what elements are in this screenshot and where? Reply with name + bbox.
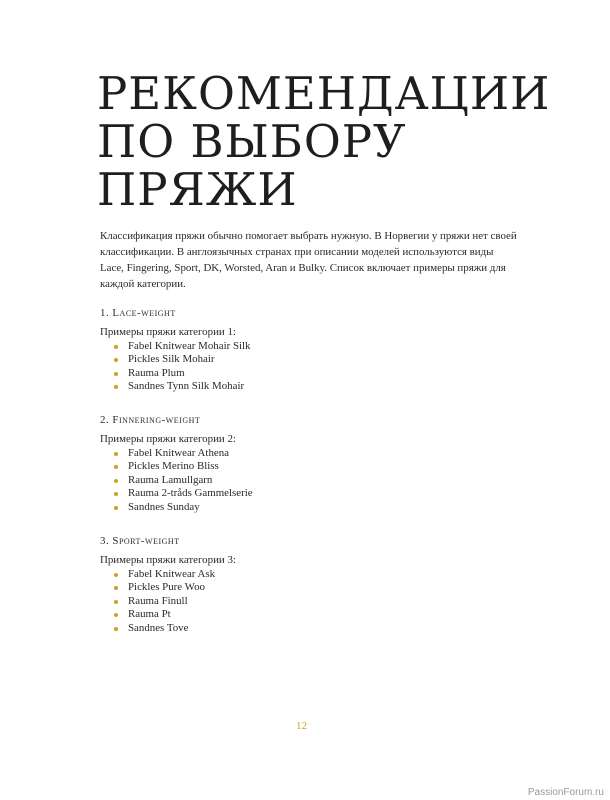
list-item: [114, 501, 520, 515]
list-item-label: Fabel Knitwear Ask: [128, 567, 216, 580]
list-item: [114, 340, 520, 354]
list-item: [114, 487, 520, 501]
list-item-label: Rauma 2-tråds Gammelserie: [128, 487, 253, 499]
bullet-icon: [114, 358, 118, 362]
bullet-icon: [114, 506, 118, 510]
section-sport-weight: [100, 534, 520, 635]
list-item: [114, 367, 520, 381]
section-fingering-weight: [100, 413, 520, 514]
section-heading: 2. Finnering-weight: [100, 414, 201, 426]
title-line-3: ПРЯЖИ: [97, 163, 298, 216]
bullet-icon: [114, 479, 118, 483]
list-item-label: Rauma Pt: [128, 608, 171, 620]
list-item-label: Rauma Plum: [128, 366, 185, 379]
list-item-label: Pickles Merino Bliss: [128, 460, 219, 472]
yarn-list: [114, 340, 520, 394]
list-item: [114, 353, 520, 367]
list-item-label: Rauma Lamullgarn: [128, 473, 213, 486]
bullet-icon: [114, 372, 118, 376]
section-heading: 1. Lace-weight: [100, 307, 176, 319]
list-item-label: Fabel Knitwear Mohair Silk: [128, 339, 251, 352]
section-heading: 3. Sport-weight: [100, 535, 180, 547]
list-item-label: Rauma Finull: [128, 594, 188, 607]
bullet-icon: [114, 465, 118, 469]
list-item-label: Sandnes Sunday: [128, 500, 200, 513]
title-line-1: РЕКОМЕНДАЦИИ: [97, 67, 551, 120]
bullet-icon: [114, 452, 118, 456]
intro-paragraph: Классификация пряжи обычно помогает выбрать нужную. В Норвегии у пряжи нет своей классификации. В англоязычных странах при описании моделей используются виды Lace, Fingering, Sport, DK, Worsted, Aran и Bulky. Список включает примеры пряжи для каждой категории.: [100, 230, 517, 290]
list-item-label: Sandnes Tove: [128, 621, 189, 634]
watermark: PassionForum.ru: [527, 787, 604, 798]
section-subheading: Примеры пряжи категории 3:: [100, 554, 236, 566]
section-subheading: Примеры пряжи категории 2:: [100, 433, 236, 445]
section-subheading: Примеры пряжи категории 1:: [100, 326, 236, 338]
list-item: [114, 622, 520, 636]
bullet-icon: [114, 385, 118, 389]
bullet-icon: [114, 613, 118, 617]
list-item-label: Pickles Silk Mohair: [128, 353, 215, 365]
section-lace-weight: [100, 306, 520, 394]
list-item: [114, 568, 520, 582]
bullet-icon: [114, 345, 118, 349]
list-item-label: Fabel Knitwear Athena: [128, 446, 230, 459]
title-line-2: ПО ВЫБОРУ: [97, 115, 407, 168]
bullet-icon: [114, 600, 118, 604]
yarn-list: [114, 568, 520, 636]
list-item: [114, 460, 520, 474]
list-item: [114, 447, 520, 461]
page-title: [97, 67, 567, 216]
bullet-icon: [114, 573, 118, 577]
bullet-icon: [114, 492, 118, 496]
page-number: 12: [296, 720, 307, 732]
list-item: [114, 595, 520, 609]
bullet-icon: [114, 627, 118, 631]
list-item: [114, 380, 520, 394]
list-item-label: Sandnes Tynn Silk Mohair: [128, 380, 245, 392]
list-item: [114, 581, 520, 595]
list-item-label: Pickles Pure Woo: [128, 581, 205, 593]
yarn-list: [114, 447, 520, 515]
bullet-icon: [114, 586, 118, 590]
list-item: [114, 608, 520, 622]
list-item: [114, 474, 520, 488]
